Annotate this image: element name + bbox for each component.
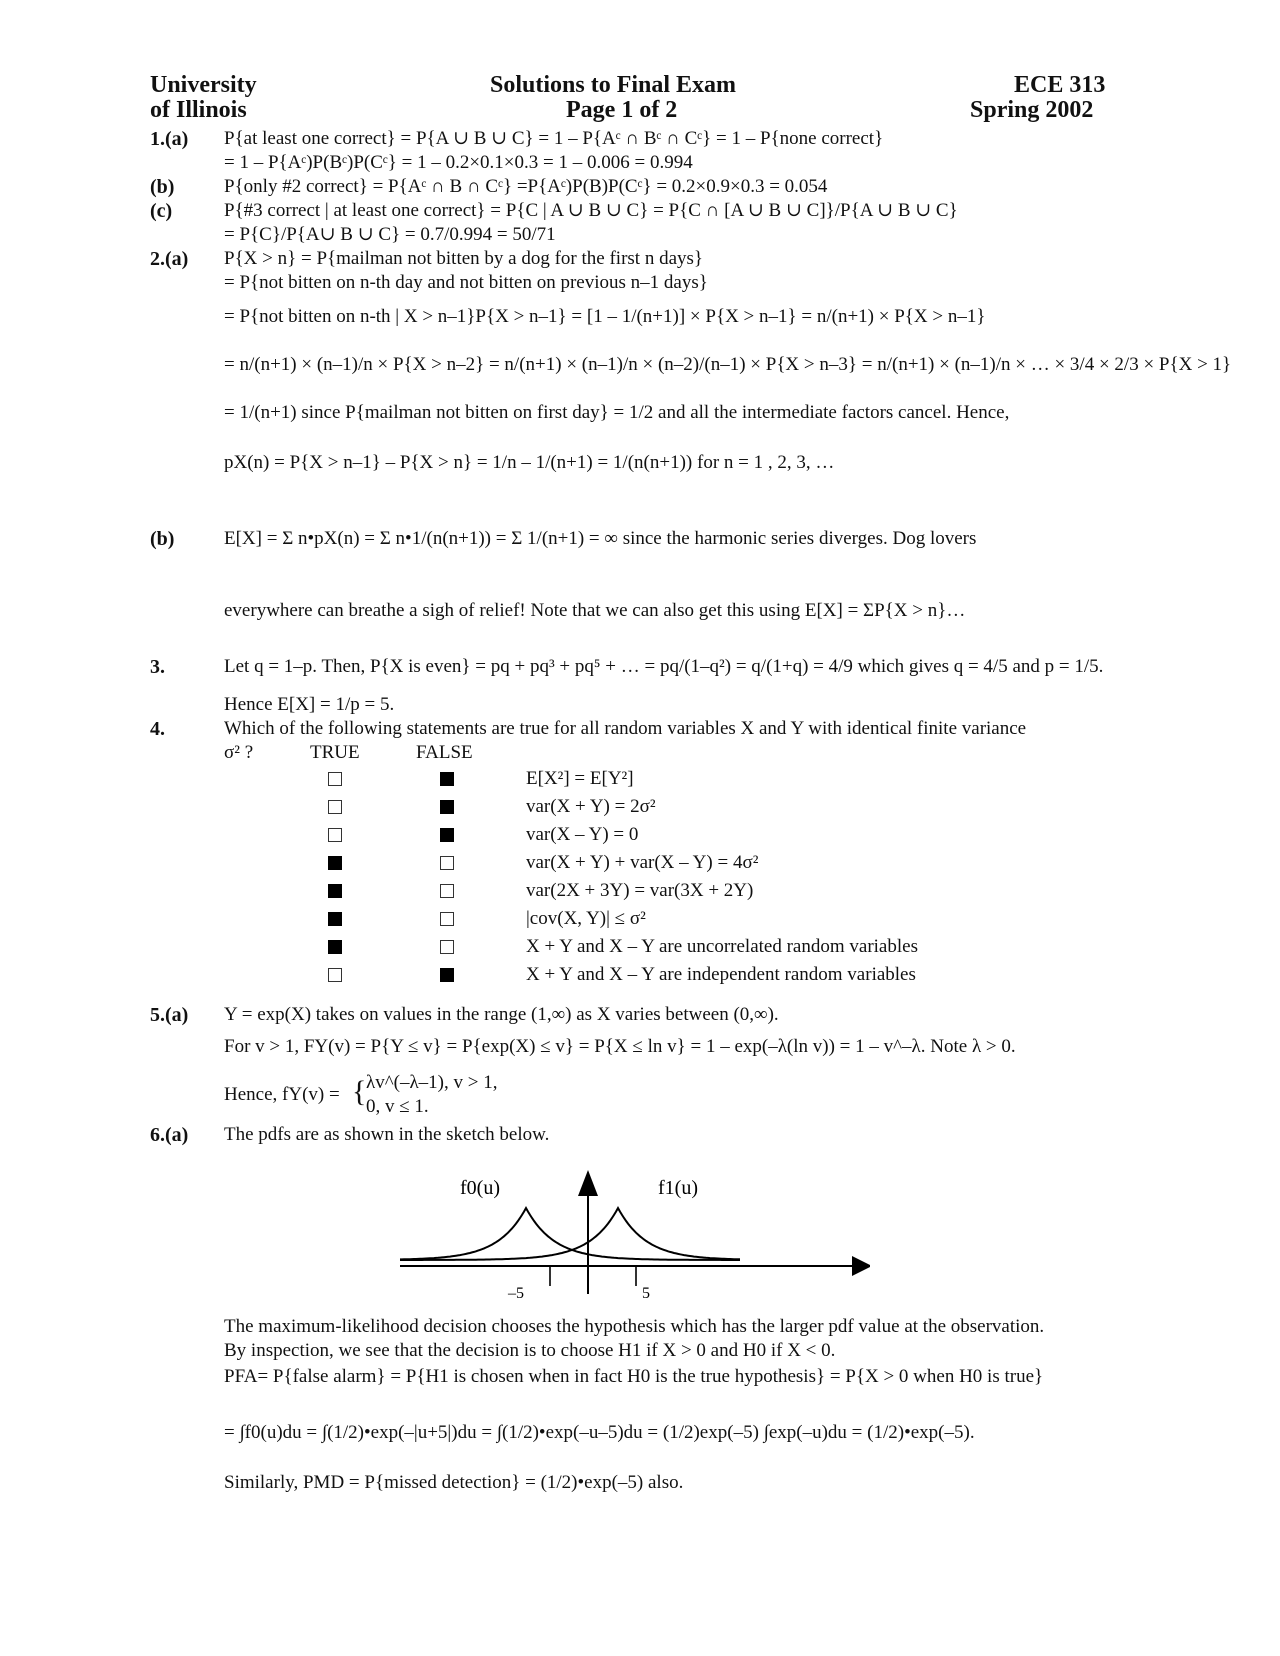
problem-2a-line5: = 1/(n+1) since P{mailman not bitten on first day} = 1/2 and all the intermediate factors cancel. Hence, bbox=[224, 402, 1010, 423]
problem-1a-label: 1.(a) bbox=[150, 128, 189, 150]
statement-text: var(X + Y) = 2σ² bbox=[526, 796, 656, 817]
statement-text: |cov(X, Y)| ≤ σ² bbox=[526, 908, 646, 929]
problem-4-question: Which of the following statements are true for all random variables X and Y with identical finite variance bbox=[224, 718, 1027, 739]
problem-4-label: 4. bbox=[150, 718, 165, 740]
header-illinois: of Illinois bbox=[150, 97, 247, 123]
problem-1b-label: (b) bbox=[150, 176, 175, 198]
problem-5a-hence: Hence, fY(v) = bbox=[224, 1084, 340, 1105]
problem-5a-line1: Y = exp(X) takes on values in the range (1,∞) as X varies between (0,∞). bbox=[224, 1004, 779, 1025]
problem-2a-line2: = P{not bitten on n-th day and not bitten on previous n–1 days} bbox=[224, 272, 708, 293]
problem-6a-line1: The pdfs are as shown in the sketch below. bbox=[224, 1124, 550, 1145]
problem-2a-line1: P{X > n} = P{mailman not bitten by a dog for the first n days} bbox=[224, 248, 704, 269]
false-checkbox[interactable] bbox=[440, 884, 454, 898]
problem-5a-label: 5.(a) bbox=[150, 1004, 189, 1026]
statement-text: X + Y and X – Y are independent random variables bbox=[526, 964, 916, 985]
problem-2b-label: (b) bbox=[150, 528, 175, 550]
header-university: University bbox=[150, 72, 257, 98]
problem-6a-line5: = ∫f0(u)du = ∫(1/2)•exp(–|u+5|)du = ∫(1/2)•exp(–u–5)du = (1/2)exp(–5) ∫exp(–u)du = (1/2)•exp(–5). bbox=[224, 1422, 975, 1443]
true-checkbox[interactable] bbox=[328, 912, 342, 926]
problem-6a-label: 6.(a) bbox=[150, 1124, 189, 1146]
tick-pos-label: 5 bbox=[642, 1285, 650, 1302]
header-term: Spring 2002 bbox=[970, 97, 1094, 123]
false-checkbox[interactable] bbox=[440, 940, 454, 954]
problem-2b-line1: E[X] = Σ n•pX(n) = Σ n•1/(n(n+1)) = Σ 1/(n+1) = ∞ since the harmonic series diverges. Dog lovers bbox=[224, 528, 977, 549]
statement-text: E[X²] = E[Y²] bbox=[526, 768, 634, 789]
true-checkbox[interactable] bbox=[328, 884, 342, 898]
problem-1a-line1: P{at least one correct} = P{A ∪ B ∪ C} = 1 – P{Aᶜ ∩ Bᶜ ∩ Cᶜ} = 1 – P{none correct} bbox=[224, 128, 884, 149]
tick-neg-label: –5 bbox=[508, 1285, 524, 1302]
problem-3-label: 3. bbox=[150, 656, 165, 678]
problem-2a-line3: = P{not bitten on n-th | X > n–1}P{X > n–1} = [1 – 1/(n+1)] × P{X > n–1} = n/(n+1) × P{X > n–1} bbox=[224, 306, 986, 327]
f0-curve bbox=[400, 1208, 740, 1260]
true-column-header: TRUE bbox=[310, 742, 360, 763]
axis-arrow-up bbox=[578, 1170, 598, 1196]
pdf-sketch bbox=[390, 1160, 870, 1310]
problem-6a-line3: By inspection, we see that the decision is to choose H1 if X > 0 and H0 if X < 0. bbox=[224, 1340, 836, 1361]
statement-text: var(2X + 3Y) = var(3X + 2Y) bbox=[526, 880, 754, 901]
problem-5a-case2: 0, v ≤ 1. bbox=[366, 1096, 429, 1117]
f0-label: f0(u) bbox=[460, 1177, 500, 1199]
problem-2b-line2: everywhere can breathe a sigh of relief! Note that we can also get this using E[X] = ΣP{X > n}… bbox=[224, 600, 966, 621]
brace: { bbox=[352, 1075, 367, 1108]
problem-4-question-sigma: σ² ? bbox=[224, 742, 254, 763]
statement-text: X + Y and X – Y are uncorrelated random variables bbox=[526, 936, 918, 957]
false-checkbox[interactable] bbox=[440, 912, 454, 926]
true-checkbox[interactable] bbox=[328, 940, 342, 954]
axis-arrow-right bbox=[852, 1256, 870, 1276]
problem-2a-line4: = n/(n+1) × (n–1)/n × P{X > n–2} = n/(n+1) × (n–1)/n × (n–2)/(n–1) × P{X > n–3} = n/(n+1) × (n–1)/n × … × 3/4 × 2/3 × P{X > 1} bbox=[224, 354, 1232, 375]
f1-label: f1(u) bbox=[658, 1177, 698, 1199]
true-checkbox[interactable] bbox=[328, 968, 342, 982]
statement-text: var(X + Y) + var(X – Y) = 4σ² bbox=[526, 852, 759, 873]
false-checkbox[interactable] bbox=[440, 828, 454, 842]
problem-1c-label: (c) bbox=[150, 200, 173, 222]
problem-1c-line1: P{#3 correct | at least one correct} = P{C | A ∪ B ∪ C} = P{C ∩ [A ∪ B ∪ C]}/P{A ∪ B ∪ C} bbox=[224, 200, 958, 221]
true-checkbox[interactable] bbox=[328, 856, 342, 870]
false-checkbox[interactable] bbox=[440, 800, 454, 814]
problem-2a-line6: pX(n) = P{X > n–1} – P{X > n} = 1/n – 1/(n+1) = 1/(n(n+1)) for n = 1 , 2, 3, … bbox=[224, 452, 835, 473]
problem-2a-label: 2.(a) bbox=[150, 248, 189, 270]
false-checkbox[interactable] bbox=[440, 968, 454, 982]
problem-3-line1: Let q = 1–p. Then, P{X is even} = pq + pq³ + pq⁵ + … = pq/(1–q²) = q/(1+q) = 4/9 which gives q = 4/5 and p = 1/5. bbox=[224, 656, 1104, 677]
problem-1b-line1: P{only #2 correct} = P{Aᶜ ∩ B ∩ Cᶜ} =P{Aᶜ)P(B)P(Cᶜ} = 0.2×0.9×0.3 = 0.054 bbox=[224, 176, 828, 197]
f1-curve bbox=[400, 1208, 740, 1260]
problem-5a-line2: For v > 1, FY(v) = P{Y ≤ v} = P{exp(X) ≤ v} = P{X ≤ ln v} = 1 – exp(–λ(ln v)) = 1 – v^–λ. Note λ > 0. bbox=[224, 1036, 1016, 1057]
header-title: Solutions to Final Exam bbox=[490, 72, 737, 98]
header-page: Page 1 of 2 bbox=[566, 97, 678, 123]
problem-6a-line2: The maximum-likelihood decision chooses the hypothesis which has the larger pdf value at the observation. bbox=[224, 1316, 1045, 1337]
problem-5a-case1: λv^(–λ–1), v > 1, bbox=[366, 1072, 498, 1093]
statement-text: var(X – Y) = 0 bbox=[526, 824, 639, 845]
problem-1c-line2: = P{C}/P{A∪ B ∪ C} = 0.7/0.994 = 50/71 bbox=[224, 224, 556, 245]
problem-6a-line4: PFA= P{false alarm} = P{H1 is chosen when in fact H0 is the true hypothesis} = P{X > 0 when H0 is true} bbox=[224, 1366, 1044, 1387]
false-checkbox[interactable] bbox=[440, 772, 454, 786]
problem-3-line2: Hence E[X] = 1/p = 5. bbox=[224, 694, 395, 715]
header-course: ECE 313 bbox=[1014, 72, 1106, 98]
true-checkbox[interactable] bbox=[328, 772, 342, 786]
problem-1a-line2: = 1 – P{Aᶜ)P(Bᶜ)P(Cᶜ} = 1 – 0.2×0.1×0.3 = 1 – 0.006 = 0.994 bbox=[224, 152, 693, 173]
false-checkbox[interactable] bbox=[440, 856, 454, 870]
true-checkbox[interactable] bbox=[328, 828, 342, 842]
true-checkbox[interactable] bbox=[328, 800, 342, 814]
false-column-header: FALSE bbox=[416, 742, 473, 763]
problem-6a-line6: Similarly, PMD = P{missed detection} = (1/2)•exp(–5) also. bbox=[224, 1472, 684, 1493]
